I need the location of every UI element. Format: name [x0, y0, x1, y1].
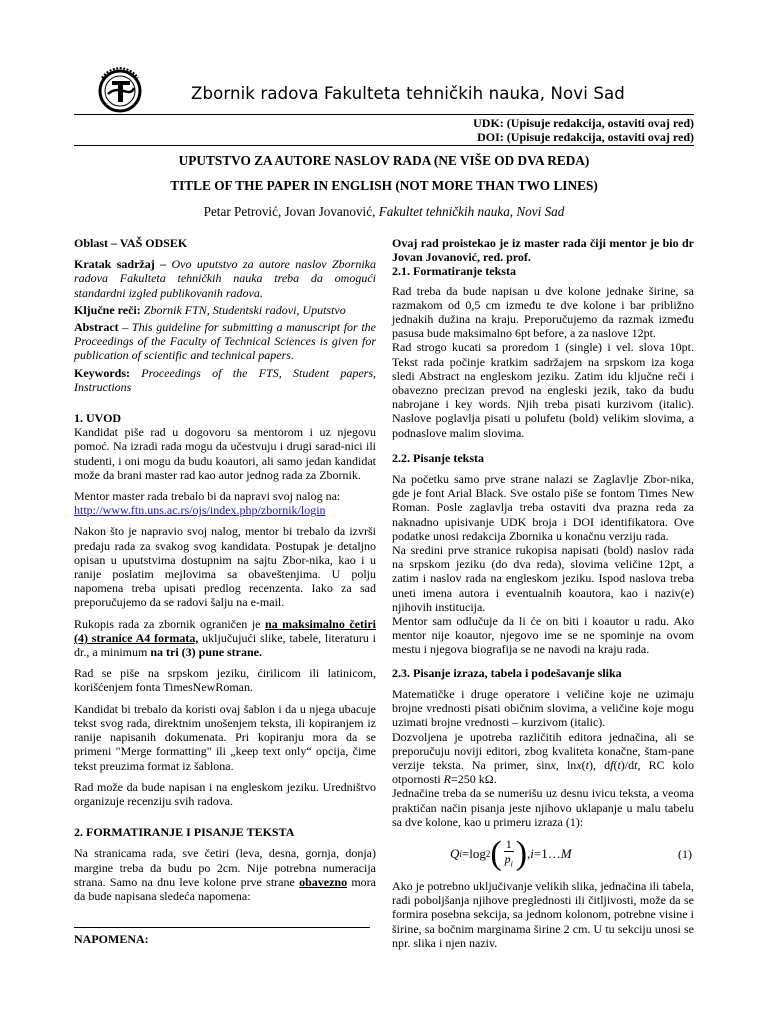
udk-line: UDK: (Upisuje redakcija, ostaviti ovaj red)	[473, 116, 694, 130]
section-1-paragraph: Kandidat bi trebalo da koristi ovaj šablon i da u njega ubacuje tekst svog rada, direktnim unošenjem teksta, ili kopiranjem iz ranije napisanih dokumenata. Pri kopiranju mora da se primeni "Merge formatting" ili „keep text only“ opcija, čime tekst preuzima format iz šablona.	[74, 701, 376, 773]
text-run: =250 kΩ.	[451, 772, 497, 787]
page-limit-text: na maksimalno četiri (4) stranice A4 formata,	[74, 616, 376, 645]
eq-frac-den-var: p	[504, 851, 511, 866]
section-2-1-paragraph: Rad treba da bude napisan u dve kolone jednake širine, sa razmakom od 0,5 cm između te dve kolone i bar približno jednakih dužina na kraju. Preporučujemo da razmak između pasusa bude maksimalno 6pt before, a za naslove 12pt.	[392, 283, 694, 341]
footnote-rule	[74, 927, 370, 928]
text-run: Rukopis rada za zbornik ograničen je	[74, 616, 265, 631]
math-var: x	[550, 757, 556, 772]
eq-frac-den-sub: i	[510, 859, 513, 869]
section-1-paragraph: Kandidat piše rad u dogovoru sa mentorom i uz njegovu pomoć. Na izradi rada mogu da učestvuju i drugi sarad-nici ili studenti, i oni mogu da budu koautori, ali samo jedan kandidat može da brani master rad kao autor jednog rada za Zbornik.	[74, 425, 376, 482]
section-2-3-paragraph	[392, 730, 694, 787]
section-2-3-heading: 2.3. Pisanje izraza, tabela i podešavanje slika	[392, 665, 622, 680]
eq-paren-open: (	[490, 834, 502, 872]
section-2-heading: 2. FORMATIRANJE I PISANJE TEKSTA	[74, 825, 295, 840]
text-run: mora da bude napisana sledeća napomena:	[74, 874, 377, 903]
page-minimum-text: na tri (3) pune strane.	[150, 645, 263, 660]
eq-lhs-sub: i	[459, 848, 462, 859]
equation-number: (1)	[678, 846, 692, 861]
eq-comma: ,	[527, 845, 531, 861]
left-column	[74, 236, 376, 946]
header-top-rule	[74, 114, 694, 115]
math-var: f	[610, 757, 614, 772]
abstract-en-text: – This guideline for submitting a manuscript for the Proceedings of the Faculty of Technical Sciences is given for publication of scientific and technical papers.	[74, 320, 376, 363]
section-1-paragraph: Rad može da bude napisan i na engleskom jeziku. Uredništvo organizuje recenziju svih radova.	[74, 779, 376, 808]
identifier-block	[473, 116, 694, 144]
abstract-sr	[74, 257, 376, 300]
keywords-en	[74, 366, 376, 394]
faculty-logo-icon	[94, 64, 144, 116]
math-var: R	[443, 772, 452, 787]
section-1-paragraph: Mentor master rada trebalo bi da napravi svoj nalog na:	[74, 489, 341, 504]
math-var: x	[576, 757, 582, 772]
author-names: Petar Petrović, Jovan Jovanović,	[203, 204, 379, 219]
text-run: (	[581, 757, 586, 772]
abstract-sr-text: Ovo uputstvo za autore naslov Zbornika radova Fakulteta tehničkih nauka treba da omogući standardni izgled publikovanih radova.	[74, 257, 376, 300]
keywords-sr	[74, 303, 376, 317]
text-run: ), d	[588, 757, 611, 772]
eq-upper: M	[560, 845, 572, 861]
title-serbian: UPUTSTVO ZA AUTORE NASLOV RADA (NE VIŠE OD DVA REDA)	[178, 153, 590, 168]
equation-1	[392, 831, 694, 877]
text-run: )/d	[620, 757, 635, 772]
title-english: TITLE OF THE PAPER IN ENGLISH (NOT MORE THAN TWO LINES)	[170, 178, 598, 193]
eq-log-base: 2	[485, 848, 491, 859]
section-2-1-heading: 2.1. Formatiranje teksta	[392, 264, 516, 279]
eq-range: =1…	[533, 845, 561, 861]
keywords-sr-label: Ključne reči:	[74, 302, 141, 317]
section-1-heading: 1. UVOD	[74, 411, 122, 426]
field-label: Oblast – VAŠ ODSEK	[74, 236, 188, 250]
section-1-paragraph	[74, 617, 376, 660]
section-1-paragraph: Nakon što je napravio svoj nalog, mentor bi trebalo da izvrši predaju rada za svakog svog kandidata. Postupak je detaljno opisan u uputstvima dostupnim na sajtu Zbor-nika, kao i u ranije poslatim mejlovima sa obaveštenjima. U polju napomena treba upisati predlog recenzenta. Iako za sad preporučujemo da se radovi šalju na e-mail.	[74, 524, 376, 610]
abstract-en	[74, 320, 376, 363]
math-var: t	[634, 757, 638, 772]
keywords-en-label: Keywords:	[74, 365, 130, 380]
eq-log: =log	[461, 845, 486, 861]
doi-line: DOI: (Upisuje redakcija, ostaviti ovaj red)	[477, 130, 694, 144]
keywords-en-text: Proceedings of the FTS, Student papers, Instructions	[74, 365, 376, 394]
author-affiliation: Fakultet tehničkih nauka, Novi Sad	[378, 204, 565, 219]
section-2-3-paragraph: Ako je potrebno uključivanje velikih slika, jednačina ili tabela, radi poboljšanja njihove preglednosti ili čitljivosti, može da se formira posebna sekcija, sa jednom kolonom, potrebne visine i širine, sa bočnim marginama širine 2 cm. U tu sekciju unosi se npr. slika i njen naziv.	[392, 878, 694, 950]
text-run: (	[613, 757, 618, 772]
right-column	[392, 236, 694, 950]
equation-expression	[450, 834, 572, 872]
section-2-3-paragraph: Jednačine treba da se numerišu uz desnu ivicu teksta, a veoma praktičan način pisanja jeste njihovo uklapanje u malu tabelu sa dve kolone, kao u primeru izraza (1):	[392, 786, 694, 829]
note-label: NAPOMENA:	[74, 932, 149, 947]
header-bottom-rule	[74, 145, 694, 146]
section-2-2-paragraph: Na sredini prve stranice rukopisa napisati (bold) naslov rada na srpskom jeziku (do dva reda), slovima veličine 12pt, a zatim i naslov rada na engleskom jeziku. Ispod naslova treba uneti imena autora i eventualnih koautora, kao i naziv(e) njihovih institucija.	[392, 543, 694, 614]
eq-frac-numerator: 1	[505, 836, 512, 851]
mandatory-text: obavezno	[299, 874, 348, 889]
text-run: , ln	[555, 757, 577, 772]
section-2-2-heading: 2.2. Pisanje teksta	[392, 450, 484, 465]
eq-paren-close: )	[515, 834, 528, 872]
mentor-note: Ovaj rad proistekao je iz master rada čiji mentor je bio dr Jovan Jovanović, red. prof.	[392, 236, 694, 265]
eq-fraction	[504, 837, 514, 872]
math-var: t	[617, 757, 621, 772]
eq-frac-denominator	[505, 852, 513, 872]
eq-index: i	[530, 845, 534, 861]
text-run: uključujući slike, tabele, literaturu i dr., a minimum	[74, 630, 376, 660]
eq-lhs: Q	[450, 845, 460, 861]
section-2-3-paragraph: Matematičke i druge operatore i veličine koje ne uzimaju brojne vrednosti pisati običnim slovima, a veličine koje mogu uzimati brojne vrednosti – kurzivom (italic).	[392, 686, 694, 730]
section-2-1-paragraph: Rad strogo kucati sa proredom 1 (single) i vel. slova 10pt. Tekst rada počinje kratkim sadržajem na srpskom iza koga sledi Abstract na engleskom jeziku. Zatim idu ključne reči i obavezno precizan prevod na engleski jezik, tako da budu nabrojane i key words. Njih treba pisati kurzivom (italic). Naslove poglavlja pisati u polufetu (bold) velikim slovima, a podnaslove malim slovima.	[392, 340, 694, 440]
text-run: , RC kolo otpornosti	[392, 757, 695, 787]
text-run: Na stranicama rada, sve četiri (leva, desna, gornja, donja) margine treba da budu po 2cm. Nije potrebna numeracija strana. Samo na dnu leve kolone prve strane	[74, 846, 376, 889]
section-2-2-paragraph: Mentor sam odlučuje da li će on biti i koautor u radu. Ako mentor nije koautor, njegovo ime se ne spominje na ovom mestu i njegova biografija se ne navodi na kraju rada.	[392, 614, 694, 657]
abstract-en-label: Abstract	[74, 320, 119, 335]
login-link[interactable]: http://www.ftn.uns.ac.rs/ojs/index.php/zbornik/login	[74, 503, 326, 518]
abstract-sr-label: Kratak sadržaj –	[74, 257, 167, 272]
section-2-paragraph	[74, 846, 376, 903]
math-var: t	[585, 757, 589, 772]
journal-title: Zbornik radova Fakulteta tehničkih nauka, Novi Sad	[191, 84, 625, 103]
keywords-sr-text: Zbornik FTN, Studentski radovi, Uputstvo	[140, 302, 346, 317]
section-1-paragraph: Rad se piše na srpskom jeziku, ćirilicom ili latinicom, korišćenjem fonta TimesNewRoman.	[74, 666, 376, 695]
authors-line	[74, 204, 694, 220]
section-2-2-paragraph: Na početku samo prve strane nalazi se Zaglavlje Zbor-nika, gde je font Arial Black. Sve ostalo piše se fontom Times New Roman. Posle zaglavlja treba ostaviti dva prazna reda za naknadno upisivanje UDK broja i DOI identifikatora. Ove podatke unosi redakcija Zbornika u konačnu verziju rada.	[392, 472, 694, 543]
text-run: Dozvoljena je upotreba različitih editora jednačina, ali se preporučuju noviji editori, zbog kvaliteta konačne, štam-pane verzije teksta. Na primer, sin	[392, 729, 694, 772]
